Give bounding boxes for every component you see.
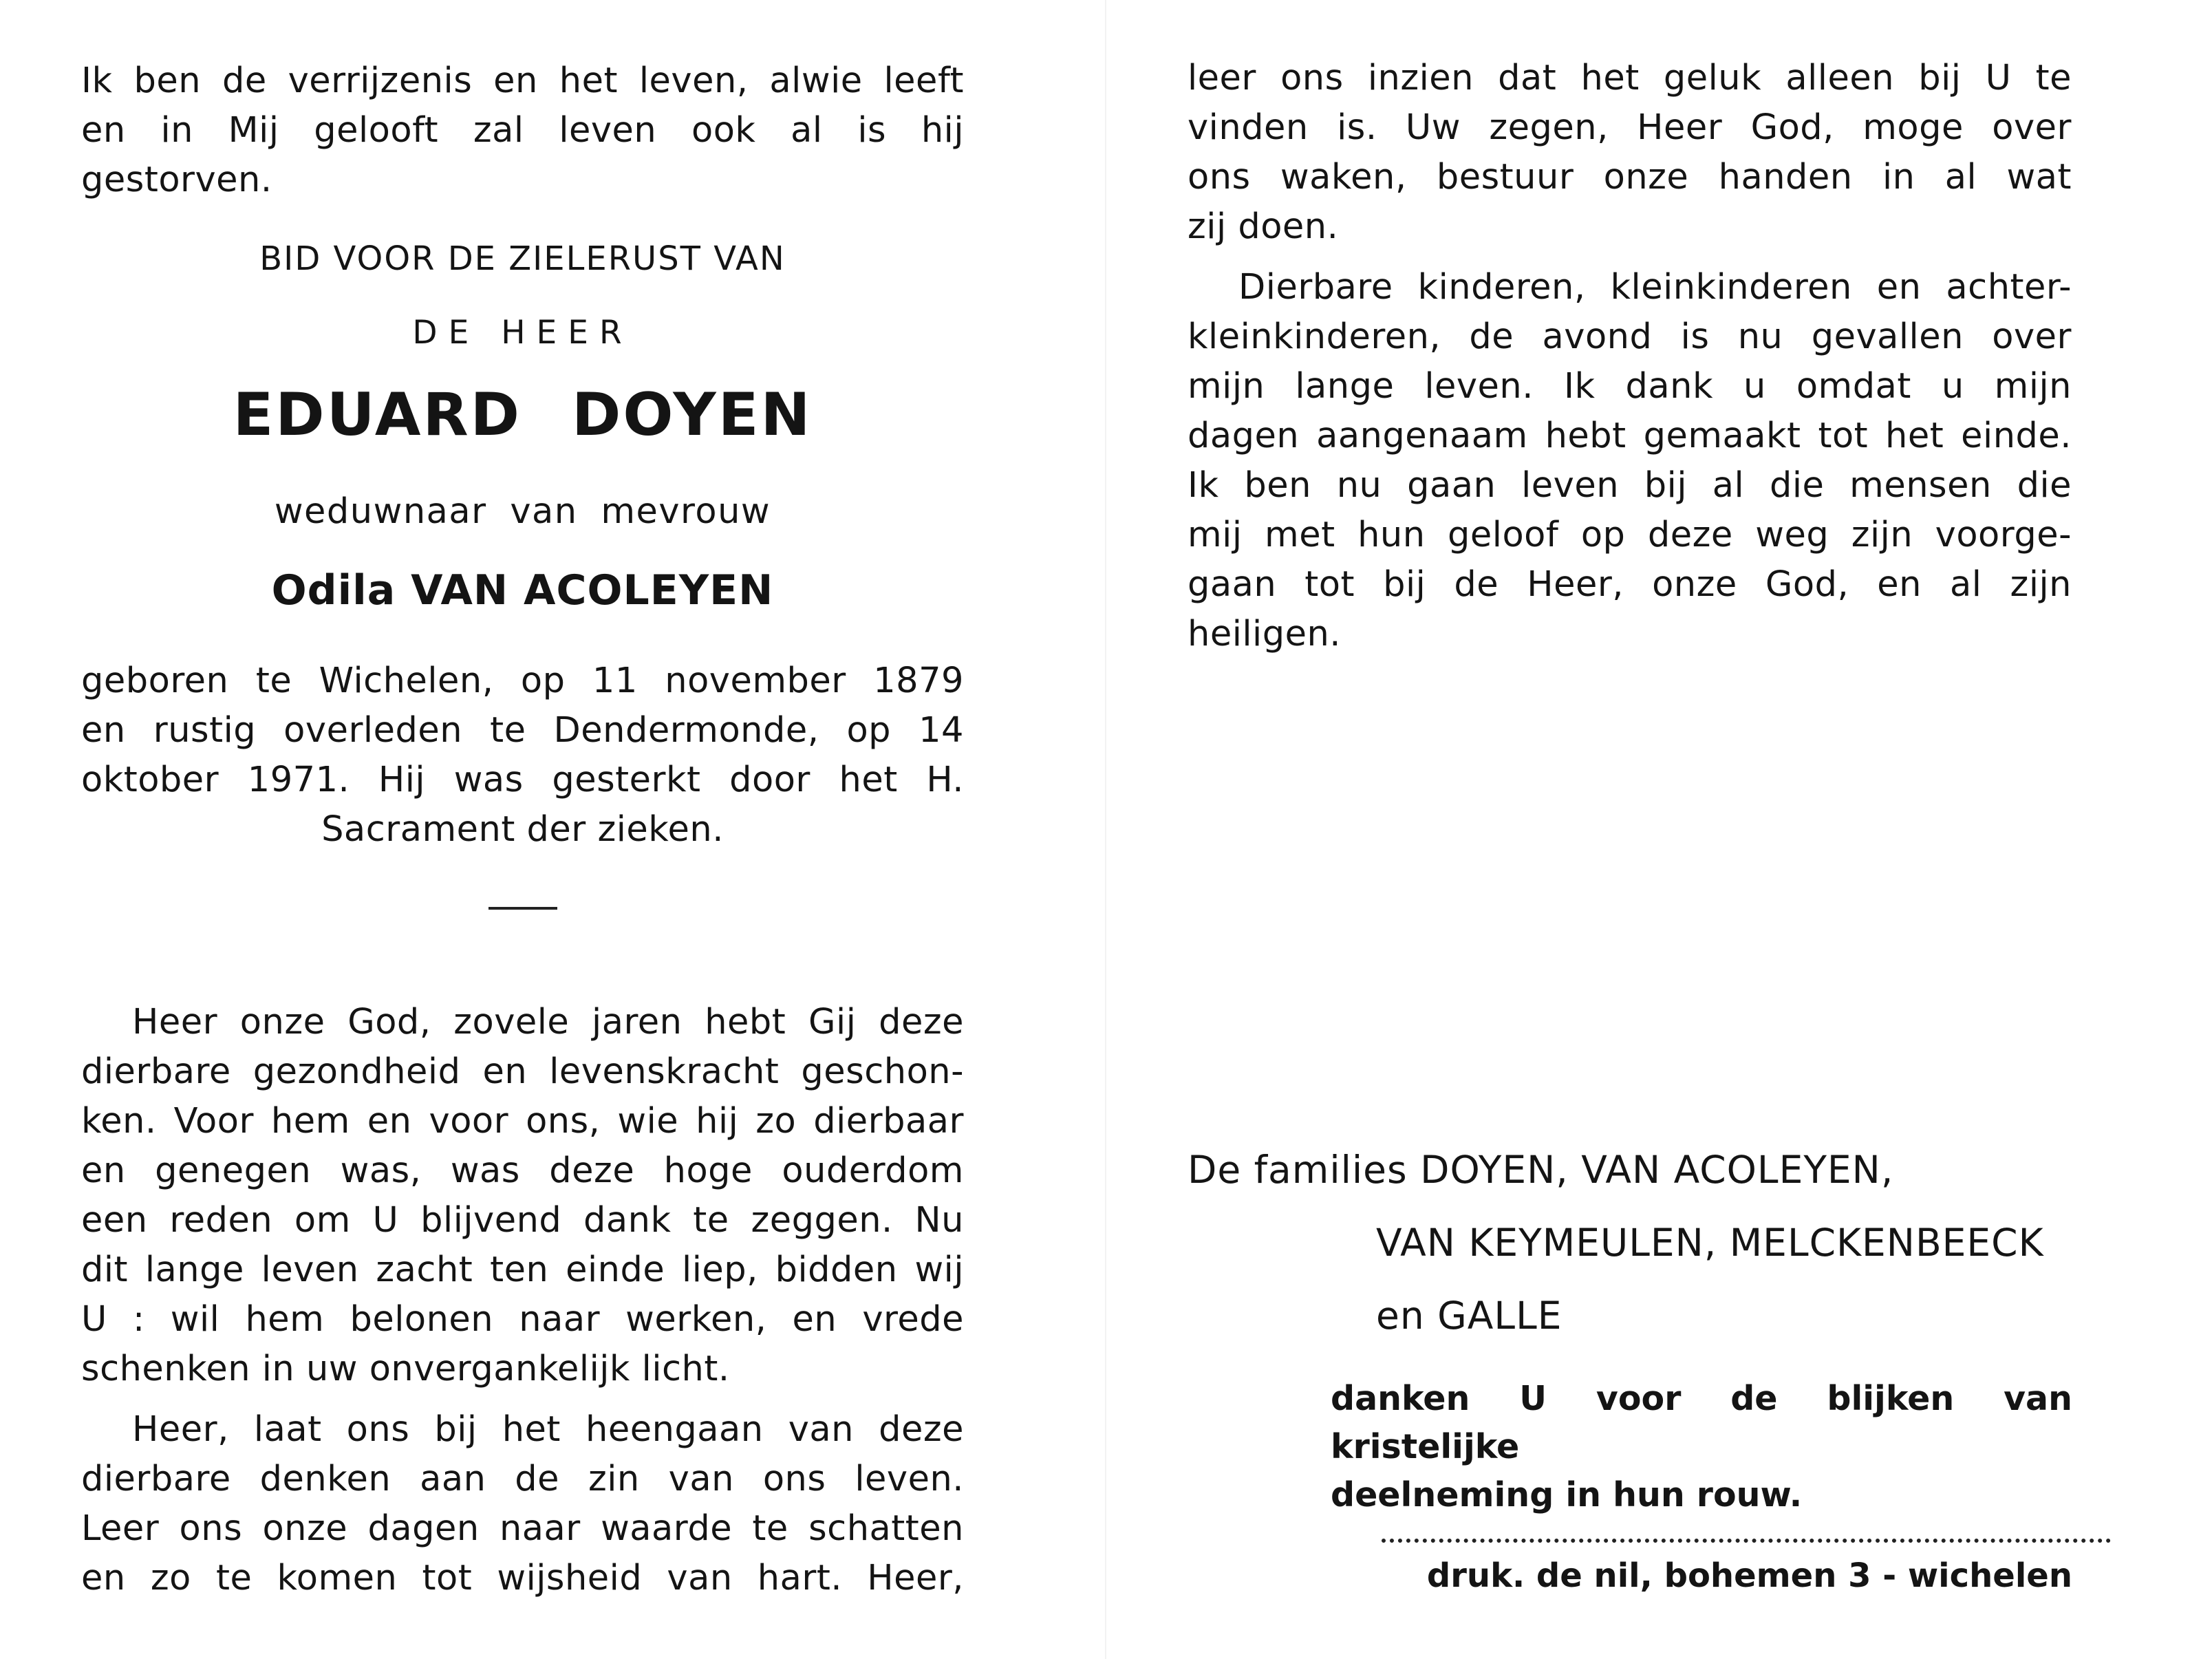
text-line: dit lange leven zacht ten einde liep, bidden wij [81, 1250, 964, 1290]
deceased-name: EDUARD DOYEN [233, 381, 813, 449]
families-line-1: De families DOYEN, VAN ACOLEYEN, [1188, 1148, 1894, 1192]
text-line: een reden om U blijvend dank te zeggen. Nu [81, 1200, 964, 1241]
verse-line: en in Mij gelooft zal leven ook al is hij [81, 110, 964, 151]
title-line: DE HEER [412, 314, 633, 352]
verse-line: Ik ben de verrijzenis en het leven, alwie leeft [81, 61, 964, 101]
families-line-3: en GALLE [1376, 1294, 1563, 1338]
thanks-line-1: danken U voor de blijken van kristelijke [1331, 1379, 2072, 1466]
text-line: Sacrament der zieken. [321, 809, 724, 850]
text-line: gaan tot bij de Heer, onze God, en al zijn [1188, 564, 2072, 605]
verse-line: gestorven. [81, 160, 272, 200]
text-line: mij met hun geloof op deze weg zijn voorge- [1188, 515, 2072, 555]
text-line: dagen aangenaam hebt gemaakt tot het einde. [1188, 416, 2072, 456]
text-line: Heer, laat ons bij het heengaan van deze [132, 1409, 964, 1450]
thanks-text [1331, 1375, 2072, 1519]
text-line: U : wil hem belonen naar werken, en vrede [81, 1299, 964, 1340]
spouse-name: Odila VAN ACOLEYEN [271, 566, 774, 614]
text-line: oktober 1971. Hij was gesterkt door het H. [81, 760, 964, 800]
scripture-verse [81, 56, 964, 205]
prayer-paragraph-2 [81, 1405, 964, 1603]
text-line: leer ons inzien dat het geluk alleen bij U te [1188, 58, 2072, 98]
farewell-paragraph [1188, 263, 2072, 659]
text-line: ken. Voor hem en voor ons, wie hij zo dierbaar [81, 1101, 964, 1142]
text-line: dierbare gezondheid en levenskracht geschon- [81, 1051, 964, 1092]
text-line: ons waken, bestuur onze handen in al wat [1188, 157, 2072, 197]
text-line: Leer ons onze dagen naar waarde te schatten [81, 1508, 964, 1549]
text-line: mijn lange leven. Ik dank u omdat u mijn [1188, 366, 2072, 407]
text-line: en genegen was, was deze hoge ouderdom [81, 1150, 964, 1191]
text-line: Heer onze God, zovele jaren hebt Gij deze [132, 1002, 964, 1042]
text-line: schenken in uw onvergankelijk licht. [81, 1349, 730, 1389]
dotted-rule [1382, 1539, 2111, 1543]
thanks-line-2: deelneming in hun rouw. [1331, 1475, 1803, 1514]
text-line: dierbare denken aan de zin van ons leven. [81, 1459, 964, 1499]
printer-imprint: druk. de nil, bohemen 3 - wichelen [1426, 1556, 2072, 1595]
text-line: Ik ben nu gaan leven bij al die mensen die [1188, 465, 2072, 506]
text-line: en zo te komen tot wijsheid van hart. Heer, [81, 1558, 964, 1598]
text-line: heiligen. [1188, 614, 1341, 654]
text-line: kleinkinderen, de avond is nu gevallen over [1188, 317, 2072, 357]
text-line: zij doen. [1188, 206, 1339, 247]
right-page [1106, 0, 2212, 1659]
prayer-continuation [1188, 54, 2072, 252]
prayer-heading: BID VOOR DE ZIELERUST VAN [259, 239, 786, 278]
birth-death-paragraph [81, 656, 964, 855]
prayer-paragraph [81, 998, 964, 1394]
text-line: Dierbare kinderen, kleinkinderen en achter- [1238, 267, 2072, 308]
text-line: en rustig overleden te Dendermonde, op 14 [81, 710, 964, 751]
families-line-2: VAN KEYMEULEN, MELCKENBEECK [1376, 1221, 2044, 1265]
text-line: vinden is. Uw zegen, Heer God, moge over [1188, 107, 2072, 148]
relation-line: weduwnaar van mevrouw [274, 491, 771, 532]
divider [488, 907, 557, 910]
text-line: geboren te Wichelen, op 11 november 1879 [81, 661, 964, 701]
